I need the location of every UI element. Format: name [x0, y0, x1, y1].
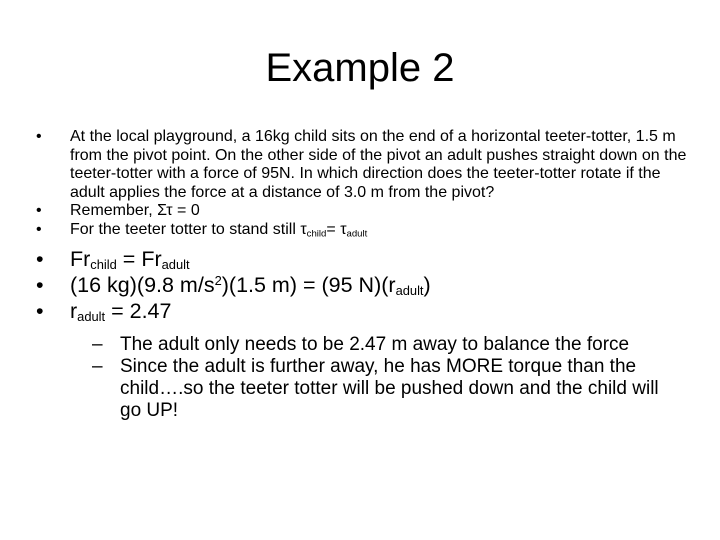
bullet-substitution — [36, 272, 692, 298]
equals-sign: = — [326, 220, 341, 238]
r-adult-subscript: adult — [395, 282, 424, 298]
substitution-middle: )(1.5 m) = (95 N)(r — [221, 272, 396, 297]
result-value: = 2.47 — [105, 298, 172, 323]
fr-child-subscript: child — [90, 256, 117, 272]
bullet-problem-text: At the local playground, a 16kg child sits on the end of a horizontal teeter-totter, 1.5 m from the pivot point. On the other side of the pivot an adult pushes straight down on the teeter-totter with a force of 95N. In which direction does the teeter-totter rotate if the adult applies the force at a distance of 3.0 m from the pivot? — [70, 128, 687, 201]
fr-adult: Fr — [141, 246, 162, 271]
child-subscript: child — [306, 228, 327, 240]
substitution-close: ) — [423, 272, 431, 297]
tau-child-symbol: τ — [300, 220, 307, 238]
substitution-left: (16 kg)(9.8 m/s — [70, 272, 215, 297]
sub-bullet-conclusion: – Since the adult is further away, he has MORE torque than the child….so the teeter totter will be pushed down and the child will go UP! — [92, 356, 680, 422]
slide-content — [36, 128, 692, 422]
result-r: r — [70, 298, 78, 323]
stand-still-text: For the teeter totter to stand still — [70, 220, 301, 238]
bullet-remember — [36, 202, 692, 221]
fr-adult-subscript: adult — [161, 256, 190, 272]
tau-symbol: τ — [166, 202, 173, 220]
slide-title: Example 2 — [265, 46, 455, 90]
bullet-list — [36, 128, 692, 324]
bullet-fr-equation — [36, 246, 692, 272]
result-subscript: adult — [77, 308, 106, 324]
adult-subscript: adult — [346, 228, 368, 240]
sigma-symbol: Σ — [157, 202, 167, 220]
squared-superscript: 2 — [214, 272, 222, 288]
bullet-problem-statement — [36, 128, 692, 202]
equals-zero: = 0 — [172, 202, 200, 220]
fr-equals: = — [116, 246, 142, 271]
fr-child: Fr — [70, 246, 91, 271]
bullet-result — [36, 298, 692, 324]
tau-adult-symbol: τ — [340, 220, 347, 238]
sub-bullet-balance: – The adult only needs to be 2.47 m away to balance the force — [92, 334, 680, 356]
bullet-stand-still — [36, 221, 692, 240]
remember-text: Remember, — [70, 202, 158, 220]
sub-bullet-list — [36, 334, 692, 422]
